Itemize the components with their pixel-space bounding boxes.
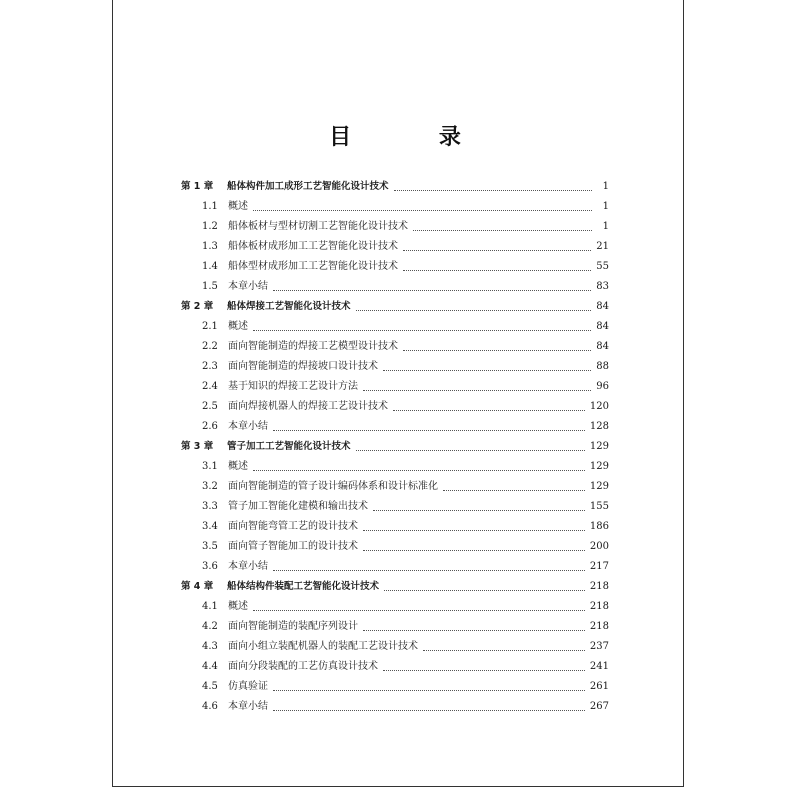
toc-entry-title: 基于知识的焊接工艺设计方法 xyxy=(228,381,358,392)
toc-section-row[interactable] xyxy=(181,257,609,277)
toc-dot-leader xyxy=(273,570,585,571)
toc-section-row[interactable] xyxy=(181,377,609,397)
toc-entry-title: 本章小结 xyxy=(228,281,268,292)
toc-dot-leader xyxy=(273,710,585,711)
toc-page-number: 88 xyxy=(596,361,609,372)
toc-entry-title: 面向智能弯管工艺的设计技术 xyxy=(228,521,358,532)
toc-title: 目 录 xyxy=(329,125,501,150)
toc-chapter-row[interactable] xyxy=(181,177,609,197)
toc-section-row[interactable] xyxy=(181,237,609,257)
toc-section-row[interactable] xyxy=(181,697,609,717)
toc-entry-title: 面向分段装配的工艺仿真设计技术 xyxy=(228,661,378,672)
toc-page-number: 84 xyxy=(596,301,609,312)
toc-dot-leader xyxy=(273,690,585,691)
toc-entry-title: 船体板材与型材切割工艺智能化设计技术 xyxy=(228,221,408,232)
toc-page-number: 155 xyxy=(589,501,609,512)
toc-entry-title: 本章小结 xyxy=(228,561,268,572)
toc-dot-leader xyxy=(363,550,585,551)
toc-entry-number: 3.1 xyxy=(202,461,218,472)
toc-page-number: 218 xyxy=(589,601,609,612)
toc-section-row[interactable] xyxy=(181,457,609,477)
toc-page-number: 186 xyxy=(589,521,609,532)
toc-entry-title: 概述 xyxy=(228,321,248,332)
toc-section-row[interactable] xyxy=(181,677,609,697)
toc-page-number: 200 xyxy=(589,541,609,552)
toc-dot-leader xyxy=(356,450,585,451)
toc-entry-number: 2.4 xyxy=(202,381,218,392)
toc-chapter-row[interactable] xyxy=(181,297,609,317)
toc-page-number: 84 xyxy=(596,341,609,352)
toc-page-number: 129 xyxy=(589,441,609,452)
toc-section-row[interactable] xyxy=(181,597,609,617)
toc-entry-title: 面向智能制造的焊接工艺模型设计技术 xyxy=(228,341,398,352)
toc-entry-number: 第 2 章 xyxy=(181,301,214,312)
toc-section-row[interactable] xyxy=(181,497,609,517)
toc-entry-title: 概述 xyxy=(228,601,248,612)
toc-page-number: 120 xyxy=(589,401,609,412)
toc-entry-number: 4.3 xyxy=(202,641,218,652)
toc-entry-number: 1.5 xyxy=(202,281,218,292)
toc-entry-number: 4.4 xyxy=(202,661,218,672)
toc-page-number: 129 xyxy=(589,481,609,492)
toc-page-number: 55 xyxy=(596,261,609,272)
toc-entry-title: 管子加工智能化建模和输出技术 xyxy=(228,501,368,512)
toc-entry-number: 3.3 xyxy=(202,501,218,512)
toc-entry-number: 3.5 xyxy=(202,541,218,552)
toc-entry-number: 2.6 xyxy=(202,421,218,432)
toc-entry-title: 管子加工工艺智能化设计技术 xyxy=(227,441,351,452)
toc-page-number: 218 xyxy=(589,581,609,592)
toc-section-row[interactable] xyxy=(181,657,609,677)
toc-entry-title: 面向焊接机器人的焊接工艺设计技术 xyxy=(228,401,388,412)
toc-section-row[interactable] xyxy=(181,217,609,237)
toc-dot-leader xyxy=(403,270,591,271)
toc-entry-number: 1.1 xyxy=(202,201,218,212)
toc-entry-number: 第 3 章 xyxy=(181,441,214,452)
toc-entry-title: 面向管子智能加工的设计技术 xyxy=(228,541,358,552)
toc-entry-title: 船体板材成形加工工艺智能化设计技术 xyxy=(228,241,398,252)
toc-page-number: 218 xyxy=(589,621,609,632)
toc-page-number: 1 xyxy=(602,221,609,232)
toc-page-number: 128 xyxy=(589,421,609,432)
toc-page-number: 267 xyxy=(589,701,609,712)
toc-entry-number: 3.4 xyxy=(202,521,218,532)
toc-dot-leader xyxy=(394,190,592,191)
toc-entry-number: 4.1 xyxy=(202,601,218,612)
toc-dot-leader xyxy=(363,630,585,631)
toc-section-row[interactable] xyxy=(181,477,609,497)
toc-dot-leader xyxy=(403,250,591,251)
toc-dot-leader xyxy=(253,330,591,331)
toc-dot-leader xyxy=(384,590,585,591)
toc-dot-leader xyxy=(253,610,585,611)
toc-entry-title: 船体型材成形加工工艺智能化设计技术 xyxy=(228,261,398,272)
toc-entry-number: 1.3 xyxy=(202,241,218,252)
toc-section-row[interactable] xyxy=(181,357,609,377)
toc-entry-title: 面向智能制造的管子设计编码体系和设计标准化 xyxy=(228,481,438,492)
toc-entry-number: 2.3 xyxy=(202,361,218,372)
toc-dot-leader xyxy=(273,430,585,431)
toc-page-number: 1 xyxy=(602,201,609,212)
toc-page-number: 1 xyxy=(602,181,609,192)
toc-section-row[interactable] xyxy=(181,397,609,417)
toc-section-row[interactable] xyxy=(181,197,609,217)
toc-page-number: 84 xyxy=(596,321,609,332)
toc-entry-number: 4.2 xyxy=(202,621,218,632)
toc-section-row[interactable] xyxy=(181,317,609,337)
toc-entry-number: 3.2 xyxy=(202,481,218,492)
toc-page-number: 217 xyxy=(589,561,609,572)
toc-dot-leader xyxy=(253,470,585,471)
toc-page-number: 96 xyxy=(596,381,609,392)
toc-entry-title: 面向智能制造的焊接坡口设计技术 xyxy=(228,361,378,372)
toc-dot-leader xyxy=(253,210,592,211)
toc-section-row[interactable] xyxy=(181,637,609,657)
toc-entry-number: 4.5 xyxy=(202,681,218,692)
toc-entry-title: 概述 xyxy=(228,201,248,212)
toc-entry-number: 第 1 章 xyxy=(181,181,214,192)
toc-dot-leader xyxy=(383,670,585,671)
toc-entry-title: 船体结构件装配工艺智能化设计技术 xyxy=(227,581,380,592)
toc-dot-leader xyxy=(383,370,591,371)
toc-page-number: 241 xyxy=(589,661,609,672)
toc-entry-title: 船体焊接工艺智能化设计技术 xyxy=(227,301,351,312)
toc-section-row[interactable] xyxy=(181,617,609,637)
toc-dot-leader xyxy=(356,310,592,311)
toc-entry-title: 面向小组立装配机器人的装配工艺设计技术 xyxy=(228,641,418,652)
toc-page-number: 261 xyxy=(589,681,609,692)
toc-section-row[interactable] xyxy=(181,417,609,437)
toc-entry-number: 4.6 xyxy=(202,701,218,712)
toc-dot-leader xyxy=(363,390,591,391)
toc-entry-title: 概述 xyxy=(228,461,248,472)
toc-dot-leader xyxy=(443,490,585,491)
toc-section-row[interactable] xyxy=(181,517,609,537)
toc-dot-leader xyxy=(403,350,591,351)
toc-entry-title: 本章小结 xyxy=(228,701,268,712)
toc-page-number: 237 xyxy=(589,641,609,652)
toc-entry-number: 2.5 xyxy=(202,401,218,412)
toc-entry-title: 船体构件加工成形工艺智能化设计技术 xyxy=(227,181,389,192)
toc-dot-leader xyxy=(423,650,585,651)
toc-page-number: 129 xyxy=(589,461,609,472)
toc-entry-title: 面向智能制造的装配序列设计 xyxy=(228,621,358,632)
toc-entry-number: 3.6 xyxy=(202,561,218,572)
toc-chapter-row[interactable] xyxy=(181,437,609,457)
toc-dot-leader xyxy=(413,230,592,231)
toc-entry-number: 2.2 xyxy=(202,341,218,352)
toc-chapter-row[interactable] xyxy=(181,577,609,597)
toc-dot-leader xyxy=(363,530,585,531)
toc-list xyxy=(181,177,609,717)
toc-section-row[interactable] xyxy=(181,337,609,357)
toc-entry-number: 1.2 xyxy=(202,221,218,232)
toc-page-number: 83 xyxy=(596,281,609,292)
toc-dot-leader xyxy=(273,290,591,291)
toc-page-number: 21 xyxy=(596,241,609,252)
toc-dot-leader xyxy=(393,410,585,411)
toc-section-row[interactable] xyxy=(181,557,609,577)
toc-entry-title: 本章小结 xyxy=(228,421,268,432)
toc-section-row[interactable] xyxy=(181,537,609,557)
toc-entry-number: 2.1 xyxy=(202,321,218,332)
toc-entry-number: 第 4 章 xyxy=(181,581,214,592)
toc-section-row[interactable] xyxy=(181,277,609,297)
toc-entry-title: 仿真验证 xyxy=(228,681,268,692)
toc-entry-number: 1.4 xyxy=(202,261,218,272)
toc-dot-leader xyxy=(373,510,585,511)
